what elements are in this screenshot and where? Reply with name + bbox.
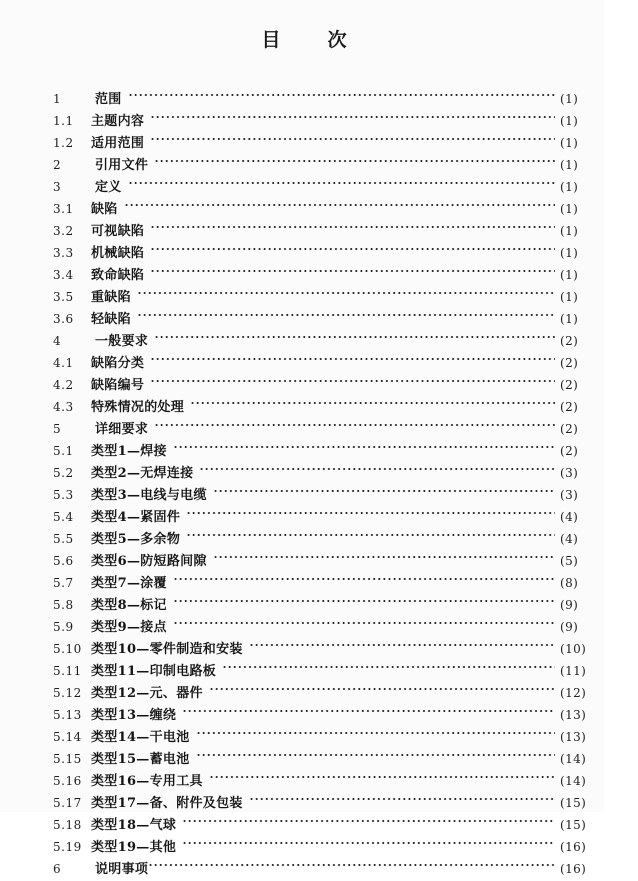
toc-entry-label: 类型19—其他 [91, 839, 177, 855]
toc-entry-page-number: (8) [560, 575, 579, 590]
toc-entry-page-number: (15) [560, 795, 587, 810]
toc-entry-page-number: (11) [560, 663, 587, 678]
toc-entry-page-number: (1) [560, 245, 579, 260]
toc-leader-dots [150, 257, 555, 279]
toc-entry-label: 一般要求 [95, 333, 149, 349]
toc-entry-label: 类型3—电线与电缆 [91, 487, 207, 503]
toc-entry-page-number: (2) [560, 399, 579, 414]
toc-entry-label: 轻缺陷 [91, 311, 131, 327]
toc-leader-dots [173, 565, 555, 587]
toc-entry-number: 5.15 [53, 751, 82, 766]
toc-entry-page-number: (4) [560, 531, 579, 546]
toc-entry-number: 5 [53, 421, 62, 436]
toc-entry-label: 类型11—印制电路板 [91, 663, 217, 679]
toc-entry-label: 类型8—标记 [91, 597, 167, 613]
toc-entry-number: 5.14 [53, 729, 82, 744]
toc-entry-page-number: (1) [560, 157, 579, 172]
toc-entry-number: 5.8 [53, 597, 74, 612]
toc-leader-dots [150, 235, 555, 257]
toc-entry-page-number: (14) [560, 751, 587, 766]
toc-entry-label: 类型10—零件制造和安装 [91, 641, 243, 657]
toc-entry-label: 类型2—无焊连接 [91, 465, 194, 481]
toc-entry-label: 类型18—气球 [91, 817, 177, 833]
toc-entry-number: 5.16 [53, 773, 82, 788]
toc-entry-label: 类型13—缠绕 [91, 707, 177, 723]
toc-leader-dots [182, 697, 555, 719]
toc-entry-label: 缺陷编号 [91, 377, 145, 393]
toc-entry-label: 范围 [95, 91, 122, 107]
toc-entry-number: 5.10 [53, 641, 82, 656]
toc-leader-dots [137, 279, 555, 301]
toc-leader-dots [154, 323, 555, 345]
toc-entry-label: 类型1—焊接 [91, 443, 167, 459]
page-title: 目 次 [261, 29, 361, 51]
toc-entry-page-number: (1) [560, 91, 579, 106]
toc-entry-page-number: (9) [560, 619, 579, 634]
toc-entry-page-number: (5) [560, 553, 579, 568]
toc-entry-label: 类型9—接点 [91, 619, 167, 635]
toc-entry-page-number: (10) [560, 641, 587, 656]
toc-entry-page-number: (13) [560, 707, 587, 722]
toc-entry-page-number: (2) [560, 333, 579, 348]
toc-entry-label: 可视缺陷 [91, 223, 145, 239]
toc-leader-dots [150, 103, 555, 125]
toc-entry-number: 5.6 [53, 553, 74, 568]
toc-entry-number: 5.5 [53, 531, 74, 546]
toc-entry-page-number: (2) [560, 421, 579, 436]
toc-leader-dots [182, 807, 555, 829]
toc-entry-page-number: (16) [560, 861, 587, 876]
toc-leader-dots [128, 81, 555, 103]
toc-entry-page-number: (13) [560, 729, 587, 744]
toc-entry-number: 1 [53, 91, 62, 106]
toc-entry-page-number: (16) [560, 839, 587, 854]
toc-entry-label: 类型12—元、器件 [91, 685, 203, 701]
toc-entry-page-number: (3) [560, 487, 579, 502]
toc-leader-dots [173, 433, 555, 455]
toc-leader-dots [209, 675, 555, 697]
toc-entry-page-number: (2) [560, 377, 579, 392]
toc-entry-number: 5.17 [53, 795, 82, 810]
toc-entry-label: 类型6—防短路间隙 [91, 553, 207, 569]
toc-entry-number: 1.1 [53, 113, 74, 128]
toc-entry-number: 4 [53, 333, 62, 348]
toc-leader-dots [137, 301, 555, 323]
table-of-contents [0, 51, 638, 877]
toc-entry-page-number: (4) [560, 509, 579, 524]
toc-entry-label: 类型4—紧固件 [91, 509, 181, 525]
toc-entry-page-number: (1) [560, 289, 579, 304]
toc-leader-dots [196, 719, 556, 741]
toc-entry-number: 5.7 [53, 575, 74, 590]
toc-entry-label: 类型5—多余物 [91, 531, 181, 547]
toc-leader-dots [128, 169, 555, 191]
toc-entry-label: 引用文件 [95, 157, 149, 173]
toc-leader-dots [124, 191, 555, 213]
toc-entry-label: 缺陷 [91, 201, 118, 217]
toc-leader-dots [199, 455, 555, 477]
toc-leader-dots [186, 499, 555, 521]
toc-entry-number: 6 [53, 861, 62, 876]
toc-entry-label: 特殊情况的处理 [91, 399, 185, 415]
toc-entry-page-number: (1) [560, 223, 579, 238]
toc-leader-dots [209, 763, 555, 785]
toc-entry-number: 4.1 [53, 355, 74, 370]
toc-entry-number: 5.9 [53, 619, 74, 634]
toc-entry-page-number: (1) [560, 267, 579, 282]
toc-leader-dots [154, 411, 555, 433]
toc-entry-label: 类型16—专用工具 [91, 773, 203, 789]
toc-entry-number: 5.3 [53, 487, 74, 502]
toc-entry-page-number: (3) [560, 465, 579, 480]
toc-leader-dots [186, 521, 555, 543]
toc-entry-number: 5.19 [53, 839, 82, 854]
toc-entry-label: 类型14—干电池 [91, 729, 190, 745]
toc-entry-number: 3.6 [53, 311, 74, 326]
toc-entry-number: 5.12 [53, 685, 82, 700]
toc-entry-page-number: (1) [560, 201, 579, 216]
toc-entry-label: 适用范围 [91, 135, 145, 151]
toc-entry-label: 重缺陷 [91, 289, 131, 305]
toc-entry-number: 1.2 [53, 135, 74, 150]
toc-leader-dots [249, 631, 555, 653]
toc-entry-number: 3 [53, 179, 62, 194]
toc-leader-dots [182, 829, 555, 851]
toc-leader-dots [154, 147, 555, 169]
toc-entry-label: 定义 [95, 179, 122, 195]
toc-entry-label: 主题内容 [91, 113, 145, 129]
toc-leader-dots [150, 345, 555, 367]
toc-leader-dots [148, 851, 555, 873]
toc-entry-number: 4.2 [53, 377, 74, 392]
toc-entry-page-number: (15) [560, 817, 587, 832]
toc-entry-number: 5.18 [53, 817, 82, 832]
toc-entry-page-number: (14) [560, 773, 587, 788]
toc-leader-dots [222, 653, 555, 675]
toc-entry-number: 4.3 [53, 399, 74, 414]
toc-leader-dots [173, 609, 555, 631]
toc-entry-page-number: (9) [560, 597, 579, 612]
toc-entry-label: 类型17—备、附件及包装 [91, 795, 243, 811]
toc-entry-number: 5.13 [53, 707, 82, 722]
toc-leader-dots [213, 543, 555, 565]
toc-entry-number: 3.5 [53, 289, 74, 304]
toc-entry-number: 5.2 [53, 465, 74, 480]
toc-entry-label: 缺陷分类 [91, 355, 145, 371]
toc-entry-number: 5.11 [53, 663, 82, 678]
toc-entry-number: 3.2 [53, 223, 74, 238]
toc-entry-label: 说明事项 [95, 861, 149, 877]
toc-leader-dots [213, 477, 555, 499]
toc-leader-dots [150, 213, 555, 235]
toc-leader-dots [150, 125, 555, 147]
toc-entry-label: 机械缺陷 [91, 245, 145, 261]
toc-entry[interactable] [0, 81, 638, 107]
toc-entry-page-number: (12) [560, 685, 587, 700]
toc-entry-number: 2 [53, 157, 62, 172]
toc-leader-dots [249, 785, 555, 807]
toc-entry-page-number: (2) [560, 355, 579, 370]
toc-entry-page-number: (1) [560, 311, 579, 326]
toc-leader-dots [196, 741, 556, 763]
toc-entry-number: 3.3 [53, 245, 74, 260]
toc-entry-number: 5.4 [53, 509, 74, 524]
toc-entry-page-number: (1) [560, 135, 579, 150]
toc-entry-page-number: (2) [560, 443, 579, 458]
toc-entry-label: 致命缺陷 [91, 267, 145, 283]
toc-leader-dots [173, 587, 555, 609]
toc-entry-label: 类型7—涂覆 [91, 575, 167, 591]
toc-entry-label: 详细要求 [95, 421, 149, 437]
toc-entry-number: 5.1 [53, 443, 74, 458]
toc-leader-dots [150, 367, 555, 389]
toc-entry-number: 3.1 [53, 201, 74, 216]
toc-entry-page-number: (1) [560, 179, 579, 194]
toc-entry-page-number: (1) [560, 113, 579, 128]
toc-entry-number: 3.4 [53, 267, 74, 282]
toc-entry-label: 类型15—蓄电池 [91, 751, 190, 767]
toc-leader-dots [190, 389, 555, 411]
